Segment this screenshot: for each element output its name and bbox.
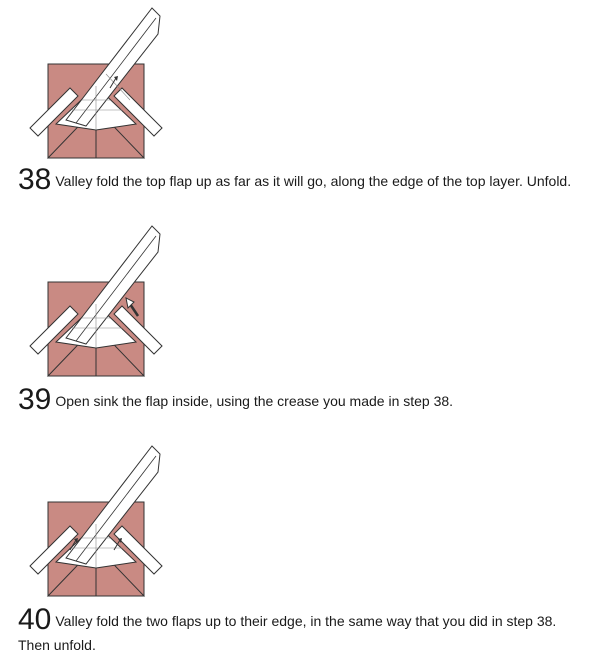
origami-diagram-38 bbox=[26, 4, 166, 164]
step-40-diagram bbox=[26, 442, 166, 602]
step-39-caption bbox=[18, 385, 590, 415]
origami-diagram-39 bbox=[26, 222, 166, 382]
step-39-diagram bbox=[26, 222, 166, 382]
step-instruction: Valley fold the top flap up as far as it will go, along the edge of the top layer. Unfold. bbox=[55, 173, 572, 189]
step-40-caption bbox=[18, 605, 590, 656]
step-number: 40 bbox=[18, 603, 52, 636]
step-number: 39 bbox=[18, 383, 52, 416]
step-instruction: Valley fold the two flaps up to their edge, in the same way that you did in step 38. Then unfold. bbox=[18, 613, 557, 653]
step-38-caption bbox=[18, 165, 590, 195]
origami-diagram-40 bbox=[26, 442, 166, 602]
step-38-diagram bbox=[26, 4, 166, 164]
step-number: 38 bbox=[18, 163, 52, 196]
step-instruction: Open sink the flap inside, using the crease you made in step 38. bbox=[55, 393, 454, 409]
